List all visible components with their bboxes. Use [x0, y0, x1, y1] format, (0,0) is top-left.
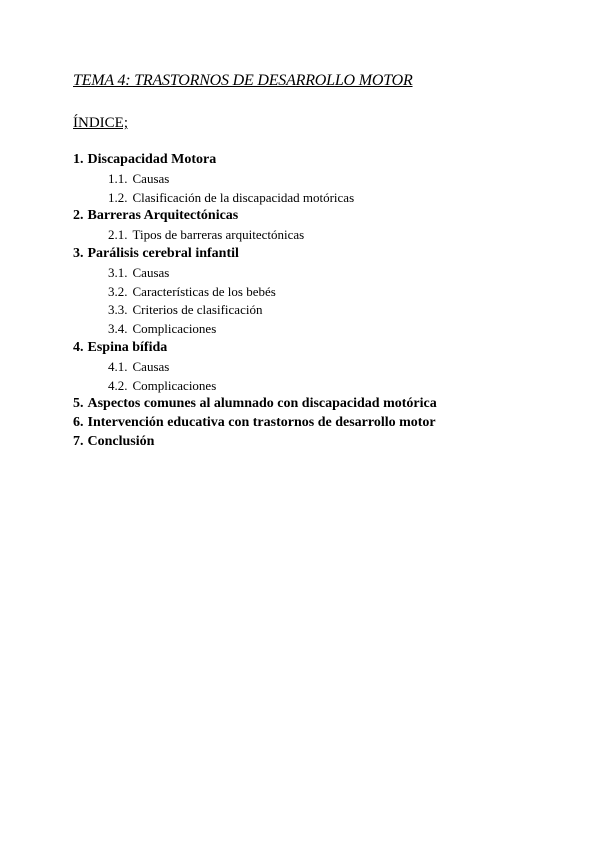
- toc-item-label: Causas: [132, 358, 170, 374]
- table-of-contents: [73, 151, 437, 452]
- toc-item-number: 3.4.: [108, 321, 128, 337]
- toc-item-label: Clasificación de la discapacidad motóricas: [132, 189, 355, 205]
- toc-item-number: 1.1.: [108, 170, 128, 186]
- toc-item-label: Intervención educativa con trastornos de desarrollo motor: [87, 415, 436, 431]
- toc-item-label: Conclusión: [87, 433, 155, 449]
- toc-item-label: Características de los bebés: [132, 283, 276, 299]
- toc-item: [73, 151, 437, 170]
- toc-item-number: 2.: [73, 208, 84, 224]
- toc-subitem: [73, 283, 437, 302]
- toc-item-number: 4.: [73, 339, 84, 355]
- toc-item-number: 1.2.: [108, 189, 128, 205]
- toc-item-label: Complicaciones: [132, 321, 217, 337]
- toc-item: [73, 414, 437, 433]
- toc-item: [73, 339, 437, 358]
- toc-item-number: 3.2.: [108, 283, 128, 299]
- toc-subitem: [73, 301, 437, 320]
- toc-subitem: [73, 170, 437, 189]
- toc-item-label: Causas: [132, 264, 170, 280]
- toc-subitem: [73, 264, 437, 283]
- toc-item-label: Aspectos comunes al alumnado con discapacidad motórica: [87, 396, 437, 412]
- toc-item: [73, 207, 437, 226]
- document-title: TEMA 4: TRASTORNOS DE DESARROLLO MOTOR: [73, 72, 413, 89]
- toc-item-number: 6.: [73, 415, 84, 431]
- toc-item-number: 3.: [73, 245, 84, 261]
- toc-item-number: 2.1.: [108, 227, 128, 243]
- toc-item-label: Parálisis cerebral infantil: [87, 245, 239, 261]
- toc-subitem: [73, 358, 437, 377]
- toc-subitem: [73, 226, 437, 245]
- toc-item: [73, 245, 437, 264]
- toc-item-number: 3.3.: [108, 302, 128, 318]
- toc-item-label: Espina bífida: [87, 339, 168, 355]
- toc-item-number: 4.1.: [108, 358, 128, 374]
- toc-item-label: Tipos de barreras arquitectónicas: [132, 227, 305, 243]
- toc-item: [73, 395, 437, 414]
- toc-item-label: Criterios de clasificación: [132, 302, 263, 318]
- toc-item: [73, 433, 437, 452]
- toc-item-label: Discapacidad Motora: [87, 152, 217, 167]
- toc-item-number: 5.: [73, 396, 84, 412]
- toc-subitem: [73, 377, 437, 396]
- toc-item-label: Barreras Arquitectónicas: [87, 208, 239, 224]
- toc-item-number: 4.2.: [108, 377, 128, 393]
- toc-item-label: Complicaciones: [132, 377, 217, 393]
- toc-subitem: [73, 189, 437, 208]
- toc-item-number: 7.: [73, 433, 84, 449]
- toc-item-number: 1.: [73, 152, 84, 167]
- toc-subitem: [73, 320, 437, 339]
- toc-item-number: 3.1.: [108, 264, 128, 280]
- index-heading: ÍNDICE;: [73, 115, 128, 131]
- toc-item-label: Causas: [132, 170, 170, 186]
